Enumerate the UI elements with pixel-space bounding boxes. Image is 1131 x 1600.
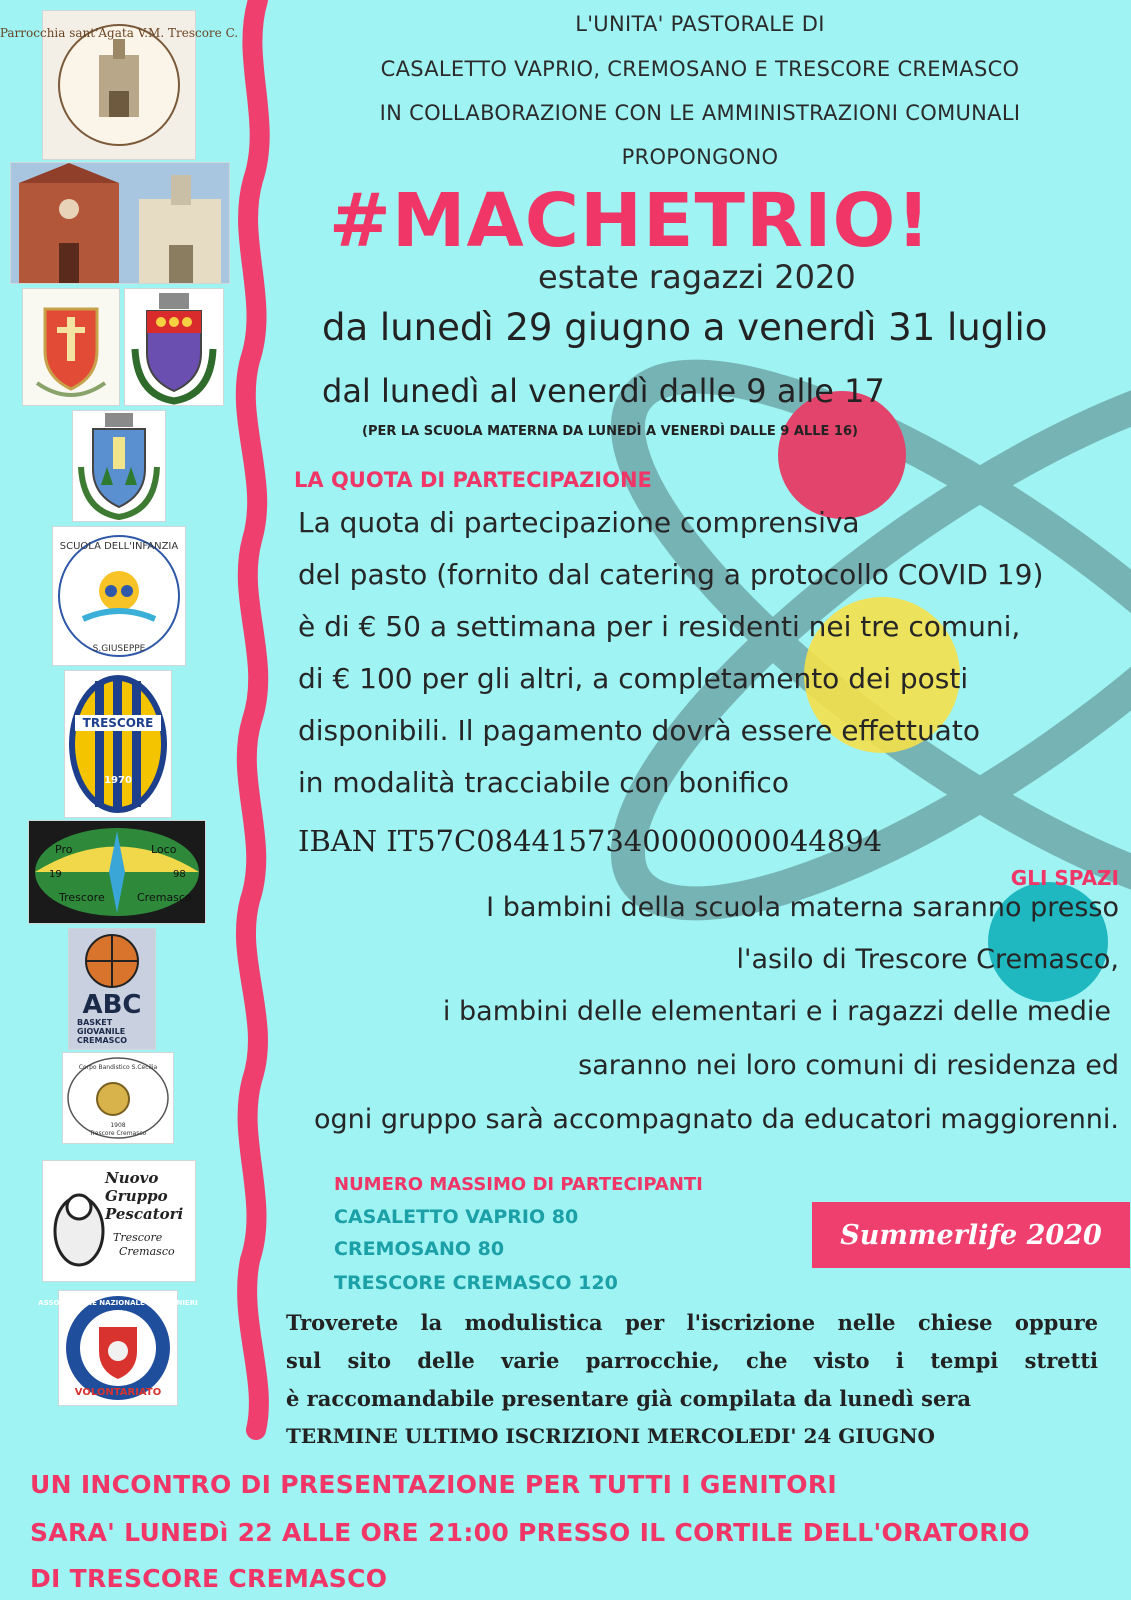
pink-dot [778, 391, 906, 519]
footer-line-1: UN INCONTRO DI PRESENTAZIONE PER TUTTI I GENITORI [30, 1470, 837, 1499]
abc-sub1: BASKET [77, 1018, 113, 1027]
footer-line-3: DI TRESCORE CREMASCO [30, 1564, 388, 1593]
trescore-1970-logo [64, 670, 172, 818]
abc-text: ABC [82, 990, 142, 1020]
scuola-infanzia-logo [52, 526, 186, 666]
header-line-1: L'UNITA' PASTORALE DI [575, 12, 825, 36]
modulistica-line: Troverete la modulistica per l'iscrizione nelle chiese oppure [286, 1310, 1098, 1335]
proloco-y2: 98 [173, 869, 186, 880]
quota-heading: LA QUOTA DI PARTECIPAZIONE [294, 468, 652, 492]
quota-line: di € 100 per gli altri, a completamento dei posti [298, 662, 969, 695]
summerlife-text: Summerlife 2020 [840, 1219, 1102, 1251]
carabinieri-logo [38, 1290, 198, 1406]
proloco-y1: 19 [49, 869, 62, 880]
proloco-d: Cremasco [137, 891, 192, 904]
parrocchia-logo [0, 10, 239, 160]
pesca5: Cremasco [119, 1245, 175, 1258]
abc-sub2: GIOVANILE [77, 1027, 126, 1036]
scuola-text: SCUOLA DELL'INFANZIA [59, 541, 179, 552]
cremosano-coat-of-arms [124, 288, 224, 406]
hours-note: (PER LA SCUOLA MATERNA DA LUNEDÌ A VENERDÌ DALLE 9 ALLE 16) [362, 424, 858, 439]
spazi-line: ogni gruppo sarà accompagnato da educatori maggiorenni. [313, 1104, 1119, 1135]
trescore-logo-year: 1970 [104, 775, 132, 786]
quota-line: La quota di partecipazione comprensiva [298, 506, 860, 539]
iban: IBAN IT57C0844157340000000044894 [298, 824, 883, 858]
trescore-logo-text: TRESCORE [82, 716, 154, 730]
proloco-a: Pro [55, 843, 73, 856]
abc-basket-logo [68, 928, 156, 1050]
pesca3: Pescatori [105, 1205, 184, 1223]
proloco-b: Loco [151, 843, 177, 856]
page-title: #MACHETRIO! [328, 178, 932, 264]
spazi-line: saranno nei loro comuni di residenza ed [578, 1050, 1119, 1081]
spazi-heading: GLI SPAZI [1010, 866, 1119, 890]
deadline: TERMINE ULTIMO ISCRIZIONI MERCOLEDI' 24 GIUGNO [286, 1424, 935, 1448]
corpo-bandistico-logo [62, 1052, 174, 1144]
pescatori-logo [42, 1160, 196, 1282]
summerlife-badge [812, 1202, 1130, 1268]
casaletto-coat-of-arms [22, 288, 120, 406]
partecipanti-row: CREMOSANO 80 [334, 1238, 505, 1260]
quota-line: disponibili. Il pagamento dovrà essere effettuato [298, 714, 980, 747]
carab-ring: ASSOCIAZIONE NAZIONALE CARABINIERI [38, 1299, 198, 1307]
header-line-3: IN COLLABORAZIONE CON LE AMMINISTRAZIONI COMUNALI [379, 101, 1021, 125]
abc-sub3: CREMASCO [77, 1036, 128, 1045]
pro-loco-logo [28, 820, 206, 924]
churches-photo [10, 162, 230, 284]
dates: da lunedì 29 giugno a venerdì 31 luglio [322, 306, 1048, 349]
banda-top: Corpo Bandistico S.Cecilia [78, 1064, 158, 1071]
hours: dal lunedì al venerdì dalle 9 alle 17 [322, 372, 885, 410]
modulistica-block [286, 1310, 1098, 1458]
subtitle: estate ragazzi 2020 [538, 258, 856, 296]
quota-line: è di € 50 a settimana per i residenti nei tre comuni, [298, 610, 1021, 643]
header-line-4: PROPONGONO [621, 145, 779, 169]
spazi-line: i bambini delle elementari e i ragazzi delle medie [442, 996, 1111, 1027]
header-line-2: CASALETTO VAPRIO, CREMOSANO E TRESCORE CREMASCO [380, 57, 1020, 81]
carab-bottom: VOLONTARIATO [74, 1387, 162, 1398]
partecipanti-row: TRESCORE CREMASCO 120 [334, 1272, 618, 1294]
partecipanti-heading: NUMERO MASSIMO DI PARTECIPANTI [334, 1174, 703, 1195]
footer-line-2: SARA' LUNEDì 22 ALLE ORE 21:00 PRESSO IL CORTILE DELL'ORATORIO [30, 1518, 1030, 1547]
quota-line: del pasto (fornito dal catering a protocollo COVID 19) [298, 558, 1044, 591]
trescore-coat-of-arms [72, 410, 166, 522]
scuola-sub-text: S.GIUSEPPE [92, 644, 146, 654]
banda-bottom: Trescore Cremasco [89, 1130, 147, 1137]
spazi-line: l'asilo di Trescore Cremasco, [736, 944, 1119, 975]
banda-year: 1908 [110, 1122, 126, 1129]
pesca1: Nuovo [105, 1169, 159, 1187]
partecipanti-row: CASALETTO VAPRIO 80 [334, 1206, 579, 1228]
pink-ribbon [228, 0, 288, 1430]
parrocchia-text: Parrocchia sant'Agata V.M. Trescore C. [0, 26, 239, 40]
modulistica-line: sul sito delle varie parrocchie, che visto i tempi stretti [286, 1348, 1098, 1373]
pesca2: Gruppo [105, 1187, 168, 1205]
modulistica-line: è raccomandabile presentare già compilata da lunedì sera [286, 1386, 971, 1411]
spazi-line: I bambini della scuola materna saranno presso [486, 892, 1119, 923]
quota-line: in modalità tracciabile con bonifico [298, 766, 789, 799]
proloco-c: Trescore [59, 891, 105, 904]
pesca4: Trescore [113, 1231, 163, 1244]
